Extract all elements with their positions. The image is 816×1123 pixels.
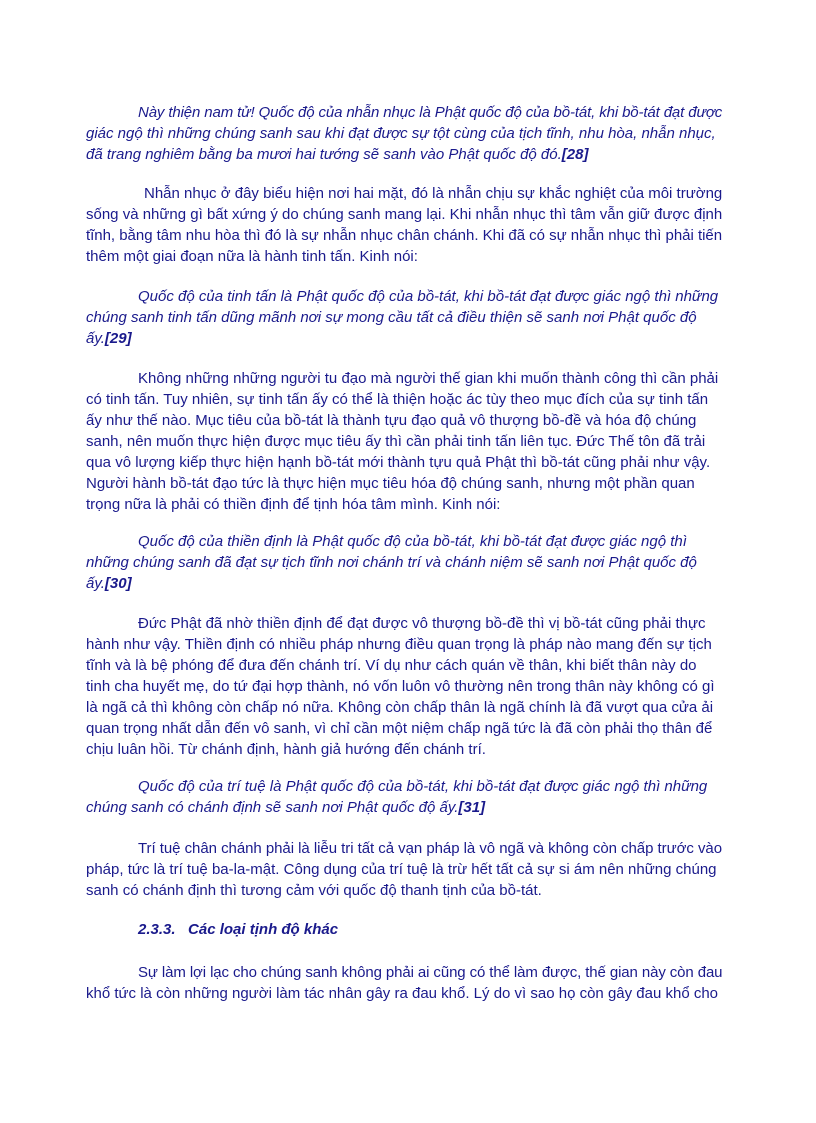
body-paragraph <box>86 183 722 267</box>
text-line: ấy như thế nào. Mục tiêu của bồ-tát là thành tựu đạo quả vô thượng bồ-đề và hóa độ chúng <box>86 412 697 429</box>
quote-paragraph <box>86 776 722 818</box>
text-line: quan trọng nhất dẫn đến vô sanh, vì chỉ cần một niệm chấp ngã tức là đã còn phải thọ thân để <box>86 720 713 737</box>
body-paragraph <box>86 962 722 1004</box>
text-line: khổ tức là còn những người làm tác nhân gây ra đau khổ. Lý do vì sao họ còn gây đau khổ cho <box>86 985 719 1002</box>
text-line: qua vô lượng kiếp thực hiện hạnh bồ-tát mới thành tựu quả Phật thì bồ-tát cũng phải như vậy. <box>86 454 711 471</box>
footnote-reference-31[interactable]: [31] <box>458 799 486 816</box>
footnote-reference-30[interactable]: [30] <box>104 575 132 592</box>
text-line: đã trang nghiêm bằng ba mươi hai tướng sẽ sanh vào Phật quốc độ đó. <box>86 146 562 163</box>
quote-paragraph <box>86 102 722 165</box>
text-line: Nhẫn nhục ở đây biểu hiện nơi hai mặt, đó là nhẫn chịu sự khắc nghiệt của môi trường <box>144 185 723 202</box>
text-line: tĩnh, bằng tâm nhu hòa thì đó là sự nhẫn nhục chân chánh. Khi đã có sự nhẫn nhục thì phải tiến <box>86 227 723 244</box>
body-paragraph <box>86 838 722 901</box>
text-line: chịu luân hồi. Từ chánh định, hành giả hướng đến chánh trí. <box>86 741 486 758</box>
text-line: thêm một giai đoạn nữa là hành tinh tấn. Kinh nói: <box>86 248 418 265</box>
footnote-reference-29[interactable]: [29] <box>104 330 132 347</box>
text-line: Quốc độ của thiền định là Phật quốc độ của bồ-tát, khi bồ-tát đạt được giác ngộ thì <box>138 533 687 550</box>
text-line: Không những những người tu đạo mà người thế gian khi muốn thành công thì cần phải <box>138 370 719 387</box>
text-line: là ngã cả thì không còn chấp nó nữa. Không còn chấp thân là ngã chính là đã vượt qua cửa ải <box>86 699 714 716</box>
text-line: ấy. <box>86 330 105 347</box>
section-title: Các loại tịnh độ khác <box>188 921 339 938</box>
quote-paragraph <box>86 531 722 594</box>
text-line: Người hành bồ-tát đạo tức là thực hiện mục tiêu hóa độ chúng sanh, nhưng một phần quan <box>86 475 695 492</box>
body-paragraph <box>86 613 722 760</box>
text-line: sanh, nên muốn thực hiện được mục tiêu ấy thì cần phải tinh tấn liên tục. Đức Thế tôn đã trải <box>86 433 706 450</box>
section-number: 2.3.3. <box>138 921 176 938</box>
text-line: có tinh tấn. Tuy nhiên, sự tinh tấn ấy có thể là thiện hoặc ác tùy theo mục đích của sự tinh tấn <box>86 391 709 408</box>
text-line: chúng sanh có chánh định sẽ sanh nơi Phật quốc độ ấy. <box>86 799 459 816</box>
quote-paragraph <box>86 286 722 349</box>
text-line: pháp, tức là trí tuệ ba-la-mật. Công dụng của trí tuệ là trừ hết tất cả sự si ám nên những chúng <box>86 861 717 878</box>
text-line: Quốc độ của trí tuệ là Phật quốc độ của bồ-tát, khi bồ-tát đạt được giác ngộ thì những <box>138 778 708 795</box>
text-line: tĩnh và là bệ phóng để đưa đến chánh trí. Ví dụ như cách quán về thân, khi biết thân này do <box>86 657 697 674</box>
section-heading <box>138 919 722 940</box>
text-line: trọng nữa là phải có thiền định để tịnh hóa tâm mình. Kinh nói: <box>86 496 501 513</box>
text-line: ấy. <box>86 575 105 592</box>
text-line: Quốc độ của tinh tấn là Phật quốc độ của bồ-tát, khi bồ-tát đạt được giác ngộ thì những <box>138 288 719 305</box>
text-line: những chúng sanh đã đạt sự tịch tĩnh nơi chánh trí và chánh niệm sẽ sanh nơi Phật quốc độ <box>86 554 697 571</box>
text-line: giác ngộ thì những chúng sanh sau khi đạt được sự tột cùng của tịch tĩnh, nhu hòa, nhẫn nhục, <box>86 125 716 142</box>
text-line: Trí tuệ chân chánh phải là liễu tri tất cả vạn pháp là vô ngã và không còn chấp trước vào <box>138 840 723 857</box>
text-line: tinh cha huyết mẹ, do tứ đại hợp thành, nó vốn luôn vô thường nên trong thân này không có gì <box>86 678 715 695</box>
text-line: sống và những gì bất xứng ý do chúng sanh mang lại. Khi nhẫn nhục thì tâm vẫn giữ được định <box>86 206 723 223</box>
text-line: Sự làm lợi lạc cho chúng sanh không phải ai cũng có thể làm được, thế gian này còn đau <box>138 964 723 981</box>
text-line: Này thiện nam tử! Quốc độ của nhẫn nhục là Phật quốc độ của bồ-tát, khi bồ-tát đạt được <box>138 104 723 121</box>
footnote-reference-28[interactable]: [28] <box>561 146 589 163</box>
text-line: hành như vậy. Thiền định có nhiều pháp nhưng điều quan trọng là pháp nào mang đến sự tịch <box>86 636 712 653</box>
text-line: sanh có chánh định thì tương cảm với quốc độ thanh tịnh của bồ-tát. <box>86 882 542 899</box>
text-line: chúng sanh tinh tấn dũng mãnh nơi sự mong cầu tất cả điều thiện sẽ sanh nơi Phật quốc độ <box>86 309 697 326</box>
body-paragraph <box>86 368 722 515</box>
text-line: Đức Phật đã nhờ thiền định để đạt được vô thượng bồ-đề thì vị bồ-tát cũng phải thực <box>138 615 706 632</box>
